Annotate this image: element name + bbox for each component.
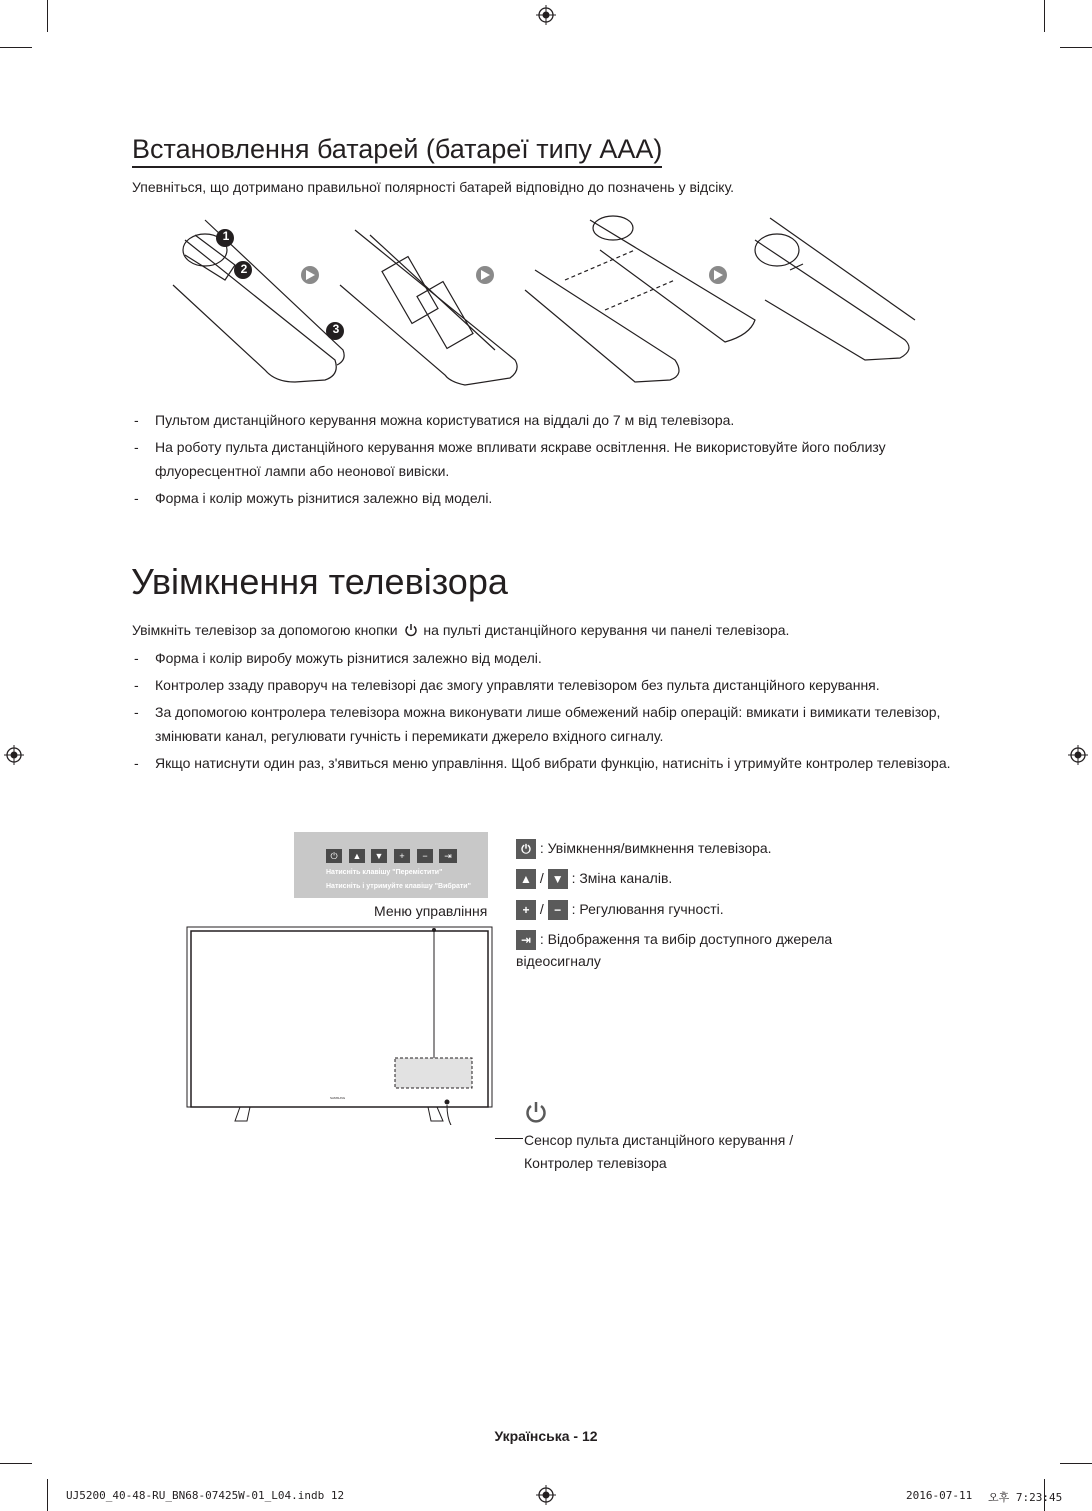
- print-date: 2016-07-11: [906, 1489, 973, 1502]
- menu-source-icon: ⇥: [439, 849, 457, 863]
- sensor-caption: Сенсор пульта дистанційного керування / Контролер телевізора: [524, 1132, 794, 1171]
- menu-volume-up-icon: +: [394, 849, 410, 863]
- step-badges: [216, 229, 344, 340]
- crop-mark: [1060, 47, 1092, 48]
- battery-notes: [134, 408, 964, 513]
- legend-power: ⏻ : Увімкнення/вимкнення телевізора.: [516, 837, 772, 859]
- source-icon: ⇥: [516, 930, 536, 950]
- step-number: 1: [222, 229, 230, 243]
- section-title-power-on: Увімкнення телевізора: [131, 561, 508, 602]
- crop-mark: [1044, 0, 1045, 32]
- intro-after: на пульті дистанційного керування чи панелі телевізора.: [423, 622, 790, 638]
- tv-brand-logo: SAMSUNG: [330, 1096, 346, 1100]
- registration-mark-icon: [536, 1485, 556, 1505]
- menu-hint-select: Натисніть і утримуйте клавішу "Вибрати": [326, 883, 471, 890]
- menu-channel-down-icon: ▼: [371, 849, 387, 863]
- page-number: Українська - 12: [494, 1428, 598, 1444]
- channel-up-icon: ▲: [516, 869, 536, 889]
- list-item: - Якщо натиснути один раз, з'явиться меню управління. Щоб вибрати функцію, натисніть і утримуйте контролер телевізора.: [134, 751, 954, 775]
- list-item: - Контролер ззаду праворуч на телевізорі дає змогу управляти телевізором без пульта дистанційного керування.: [134, 673, 954, 697]
- sensor-leader-line: [495, 1138, 523, 1139]
- intro-before: Увімкніть телевізор за допомогою кнопки: [132, 622, 398, 638]
- crop-mark: [0, 47, 32, 48]
- legend-source: ⇥ : Відображення та вибір доступного джерела відеосигналу: [516, 931, 833, 970]
- crop-mark: [47, 0, 48, 32]
- menu-volume-down-icon: −: [417, 849, 433, 863]
- menu-hint-move: Натисніть клавішу "Перемістити": [326, 869, 443, 876]
- list-item: - На роботу пульта дистанційного керування може впливати яскраве освітлення. Не використовуйте його поблизу флуоресцентної лампи або неонової вивіски.: [134, 435, 964, 483]
- volume-down-icon: −: [548, 900, 568, 920]
- legend-volume: + / − : Регулювання гучності.: [516, 898, 724, 920]
- menu-channel-up-icon: ▲: [349, 849, 365, 863]
- crop-mark: [0, 1463, 32, 1464]
- crop-mark: [47, 1479, 48, 1511]
- power-key-icon: ⏻: [516, 839, 536, 859]
- step-number: 2: [240, 262, 248, 276]
- power-icon: [404, 623, 418, 637]
- step-number: 3: [332, 322, 340, 336]
- menu-caption: Меню управління: [374, 903, 488, 919]
- channel-down-icon: ▼: [548, 869, 568, 889]
- file-slug: UJ5200_40-48-RU_BN68-07425W-01_L04.indb 12: [66, 1489, 345, 1502]
- print-time: 오후 7:23:45: [988, 1491, 1063, 1504]
- control-menu-panel: [294, 832, 488, 898]
- registration-mark-icon: [4, 745, 24, 765]
- legend-channel: ▲ / ▼ : Зміна каналів.: [516, 867, 672, 889]
- volume-up-icon: +: [516, 900, 536, 920]
- power-on-intro: [132, 618, 789, 642]
- tv-illustration: [185, 925, 495, 1125]
- power-sensor-icon: [524, 1100, 548, 1124]
- menu-power-icon: ⏻: [326, 849, 342, 863]
- section-title-battery: Встановлення батарей (батареї типу AAA): [132, 133, 662, 168]
- crop-mark: [1060, 1463, 1092, 1464]
- list-item: - Форма і колір можуть різнитися залежно від моделі.: [134, 486, 964, 510]
- list-item: - За допомогою контролера телевізора можна виконувати лише обмежений набір операцій: вмикати і вимикати телевізор, змінювати канал, регулювати гучність і перемикати джерело вхідного сигналу.: [134, 700, 954, 748]
- battery-installation-illustration: [165, 210, 925, 390]
- list-item: - Форма і колір виробу можуть різнитися залежно від моделі.: [134, 646, 954, 670]
- power-on-notes: [134, 646, 954, 778]
- list-item: - Пультом дистанційного керування можна користуватися на віддалі до 7 м від телевізора.: [134, 408, 964, 432]
- registration-mark-icon: [536, 5, 556, 25]
- registration-mark-icon: [1068, 745, 1088, 765]
- battery-intro: Упевніться, що дотримано правильної полярності батарей відповідно до позначень у відсіку.: [132, 179, 735, 195]
